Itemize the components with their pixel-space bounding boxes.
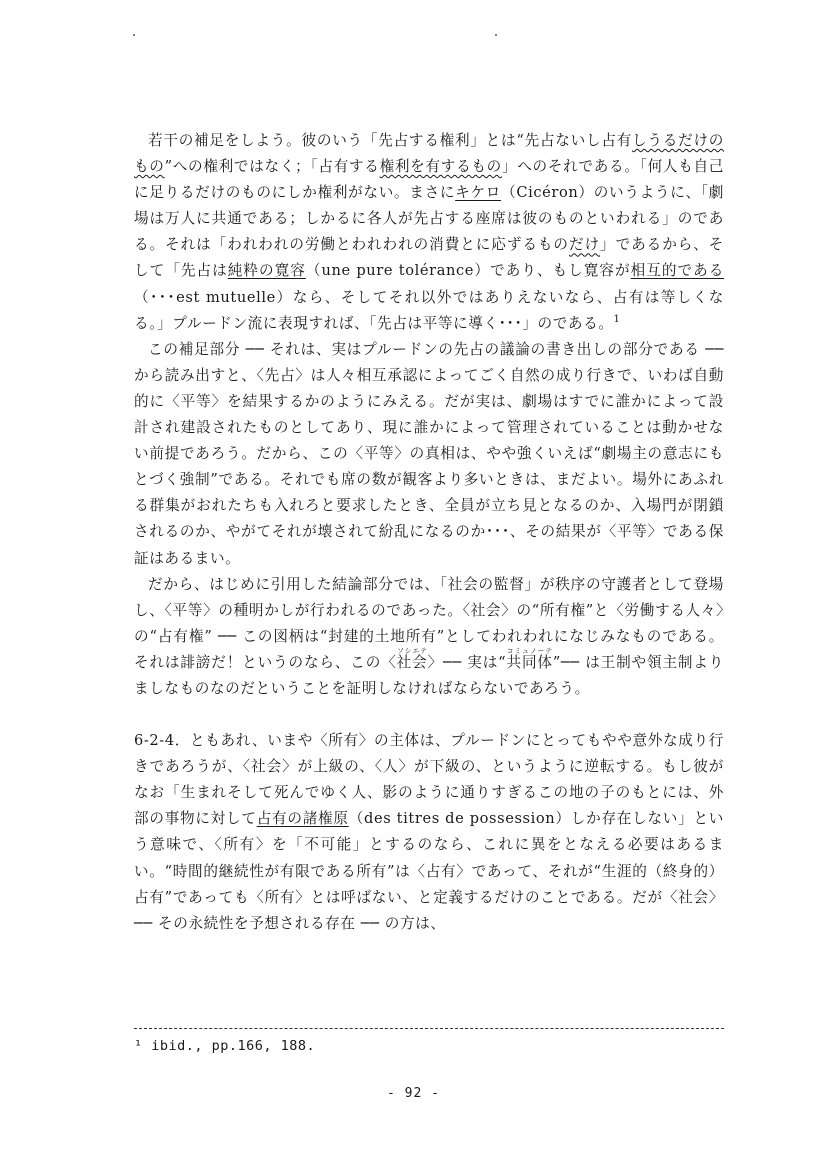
text-run: この補足部分 ── それは、実はプルードンの先占の議論の書き出しの部分である ── から読み出すと、〈先占〉は人々相互承認によってごく自然の成り行きで、いわば自動的に〈平等〉を結果するかのようにみえる。だが実は、劇場はすでに誰かによって設計され建設されたものとしてあり、現に誰かによって管理されていることは動かせない前提であろう。だから、この〈平等〉の真相は、やや強くいえば“劇場主の意志にもとづく強制”である。それでも席の数が観客より多いときは、まだよい。場外にあふれる群集がおれたちも入れろと要求したとき、全員が立ち見となるのか、入場門が閉鎖されるのか、やがてそれが壊されて紛乱になるのか･･･、その結果が〈平等〉である保証はあるまい。 (134, 340, 724, 567)
text-run: （des titres de possession）しか存在しない」という意味で、〈所有〉を「不可能」とするのなら、これに異をとなえる必要はあるまい。“時間的継続性が有限である所有”は〈占有〉であって、それが“生涯的（終身的）占有”であっても〈所有〉とは呼ばない、と定義するだけのことである。だが〈社会〉── その永続性を予想される存在 ── の方は、 (134, 810, 724, 932)
text-run: ”── は王制や領主制よりましなものなのだということを証明しなければならないであろう。 (134, 653, 724, 697)
ruby-base: 社会 (396, 653, 428, 671)
text-run: （Cicéron）のいうように、「劇場は万人に共通である；しかるに各人が先占する座席は彼のものといわれる」のである。それは「われわれの労働とわれわれの消費とに応ずるもの (134, 184, 724, 254)
scan-speck-right (495, 34, 497, 36)
wavy-underlined-term: だけ (568, 236, 601, 254)
underlined-term: 占有の諸権原 (256, 810, 349, 828)
text-run: ”への権利ではなく；「占有する (164, 158, 380, 176)
text-run: だから、はじめに引用した結論部分では、「社会の監督」が秩序の守護者として登場し、〈平等〉の種明かしが行われるのであった。〈社会〉の“所有権”と〈労働する人々〉の“占有権” ── この図柄は“封建的土地所有”としてわれわれになじみなものである。それは誹謗だ！というのなら、この〈 (134, 575, 724, 671)
footnote-ref: 1 (613, 313, 621, 325)
page-body (134, 128, 724, 937)
ruby-reading: コミュノーテ (506, 646, 553, 655)
underlined-term: キケロ (455, 184, 502, 202)
text-run: 」へのそれである。「何人も自己に足りるだけのものにしか権利がない。まさに (134, 158, 724, 202)
text-run: （･･･est mutuelle）なら、そしてそれ以外ではありえないなら、占有は等しくなる。」プルードン流に表現すれば、「先占は平等に導く･･･」のである。 (134, 288, 724, 332)
text-run: （une pure tolérance）であり、もし寛容が (305, 262, 631, 280)
ruby-reading: ソシエテ (396, 646, 428, 655)
underlined-term: 純粋の寛容 (227, 262, 306, 280)
paragraph-2 (134, 337, 724, 572)
paragraph-3 (134, 572, 724, 702)
text-run: 」であるから、そして「先占は (134, 236, 724, 280)
text-run: 〉── 実は“ (427, 653, 507, 671)
paragraph-5 (134, 728, 724, 937)
scan-speck-left (133, 34, 135, 36)
paragraph-1 (134, 128, 724, 337)
wavy-underlined-term: しうるだけのもの (134, 132, 724, 176)
page-number: - 92 - (387, 1086, 440, 1101)
ruby-annotated-term (506, 646, 553, 671)
text-run: 6-2-4．ともあれ、いまや〈所有〉の主体は、プルードンにとってもやや意外な成り行きであろうが、〈社会〉が上級の、〈人〉が下級の、というように逆転する。もし彼がなお「生まれそして死んでゆく人、影のように通りすぎるこの地の子のもとには、外部の事物に対して (134, 732, 724, 828)
wavy-underlined-term: 権利を有するもの (379, 158, 502, 176)
footnote-1: ¹ ibid., pp.166, 188. (134, 1038, 316, 1054)
text-run: 若干の補足をしよう。彼のいう「先占する権利」とは“先占ないし占有 (148, 132, 633, 149)
underlined-term: 相互的である (630, 262, 724, 280)
footnote-separator (134, 1028, 724, 1029)
section-gap (134, 702, 724, 728)
ruby-annotated-term (396, 646, 428, 671)
ruby-base: 共同体 (506, 653, 553, 671)
